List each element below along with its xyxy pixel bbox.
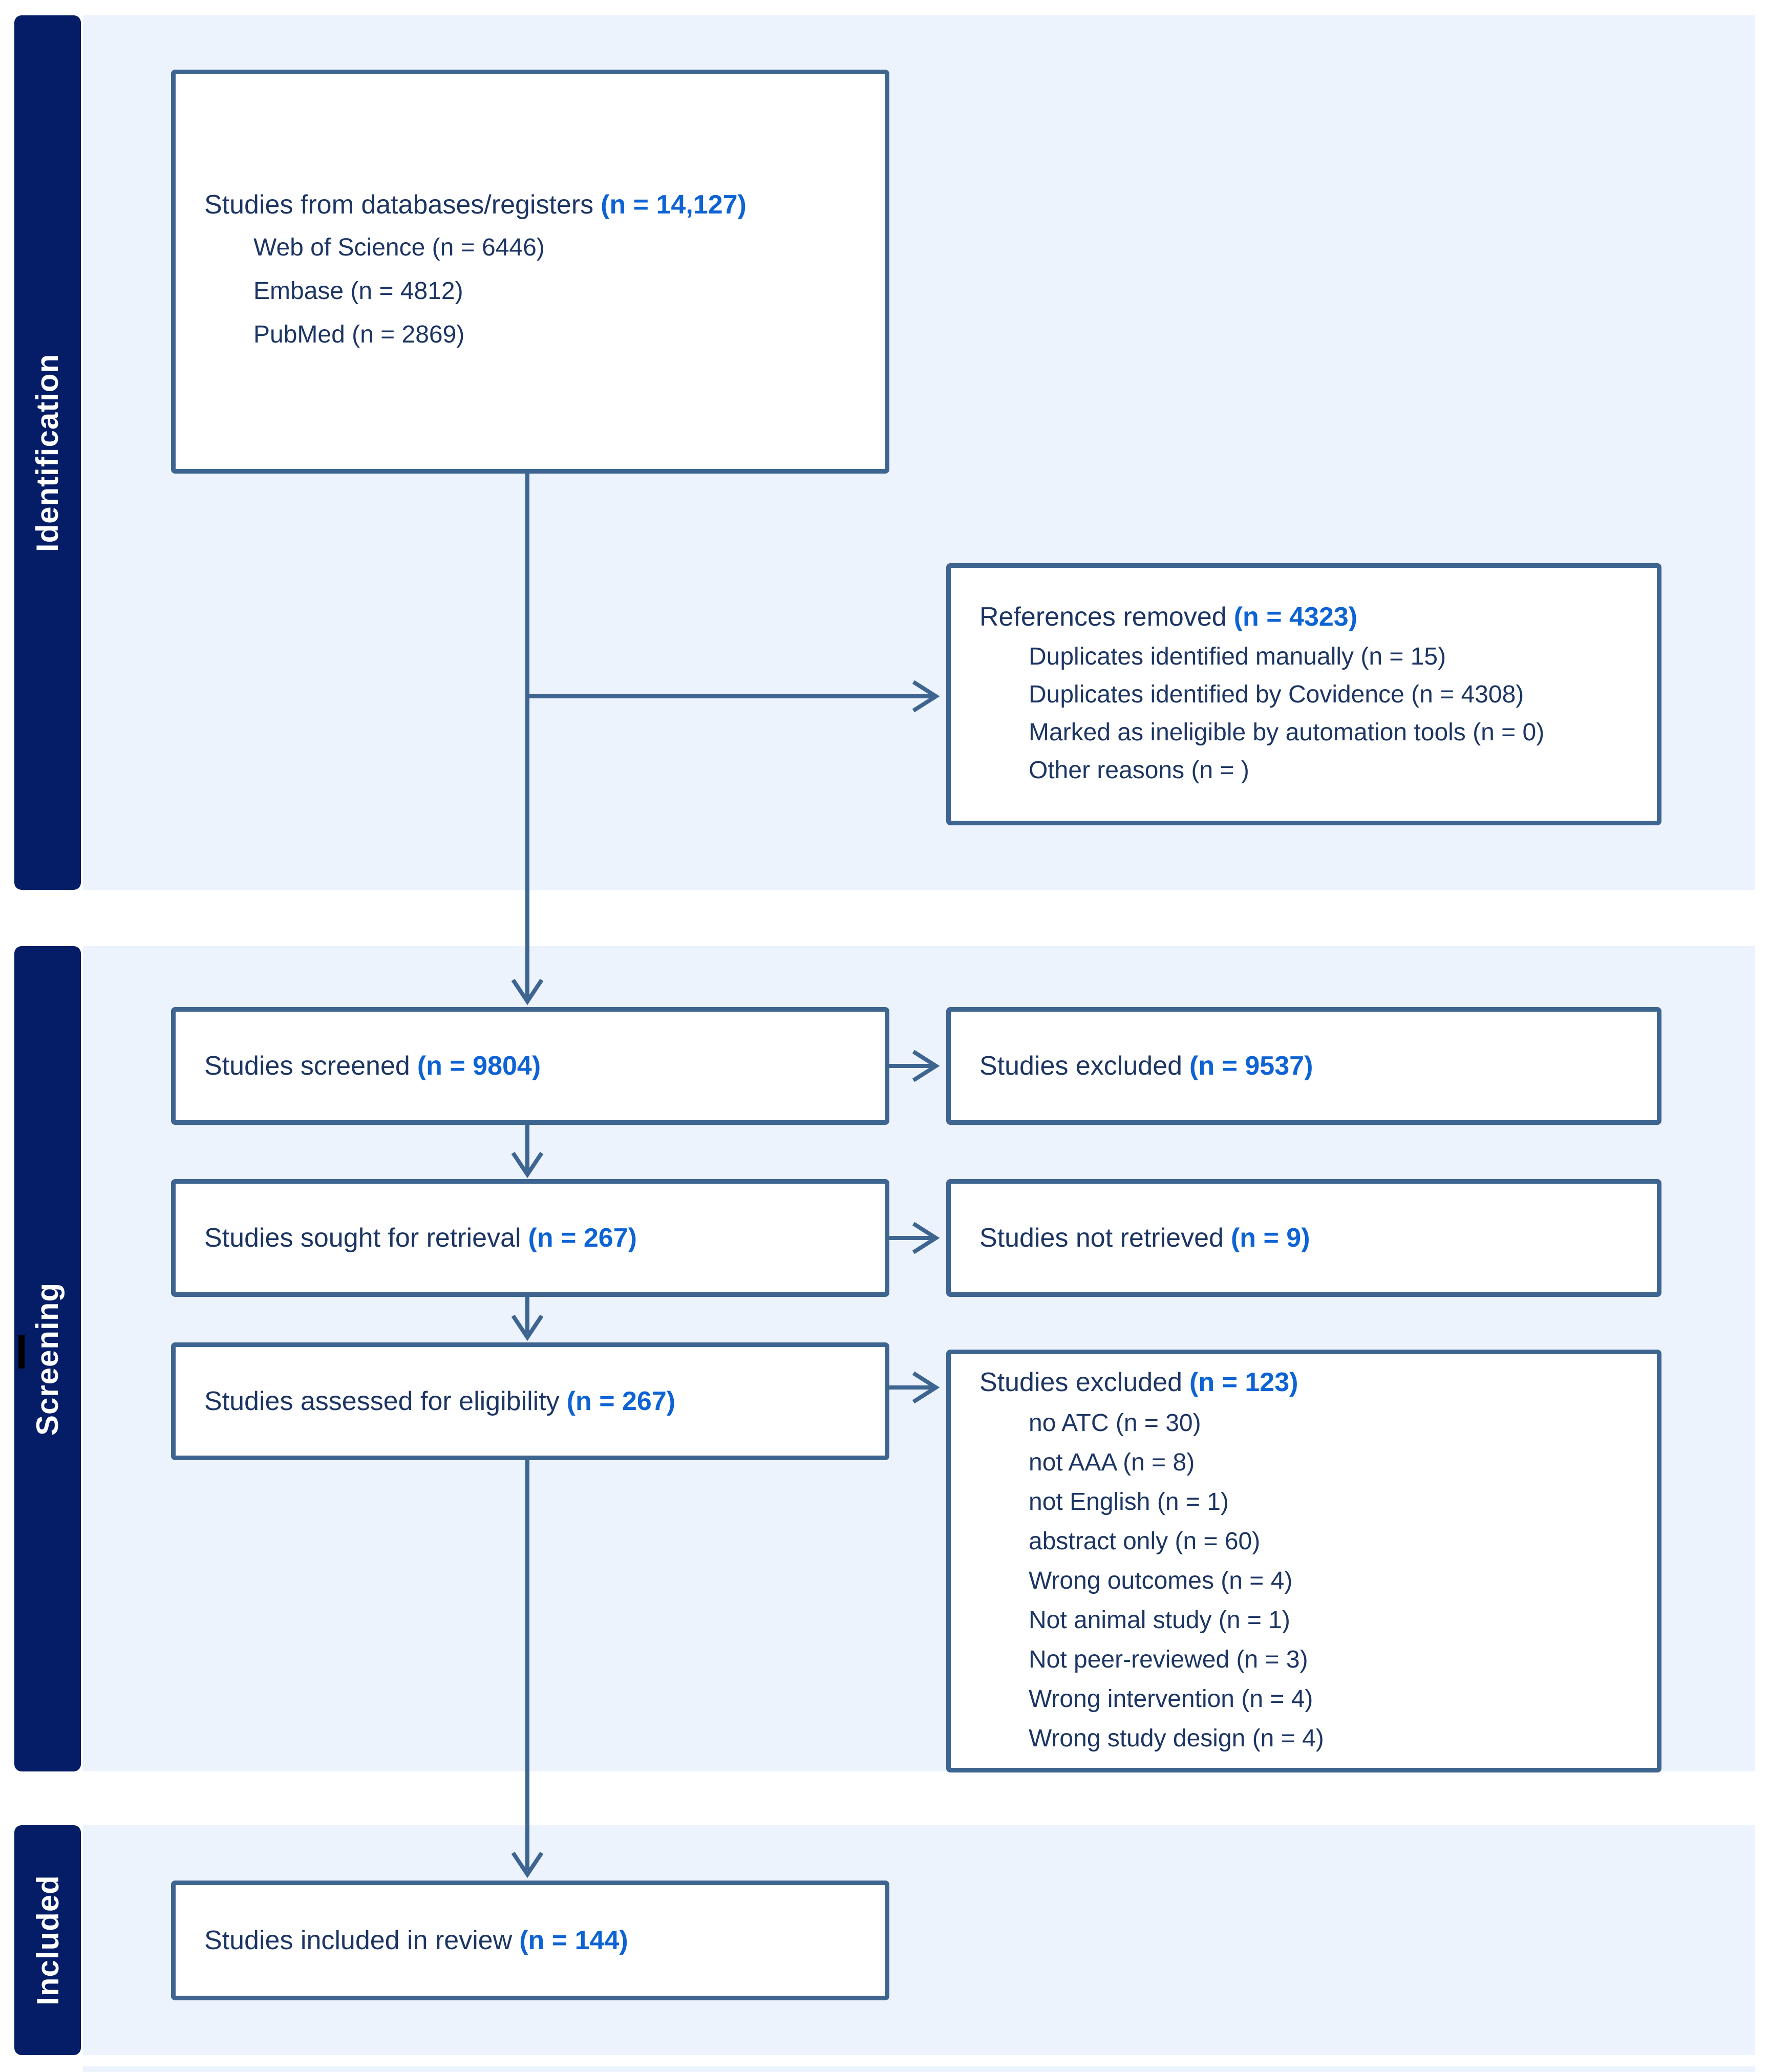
stray-mark — [18, 1335, 25, 1369]
box-title-text: Studies assessed for eligibility — [204, 1386, 560, 1416]
list-item: Marked as ineligible by automation tools (n = 0) — [1029, 719, 1545, 746]
box-title-text: Studies excluded — [979, 1367, 1183, 1397]
list-item: abstract only (n = 60) — [1029, 1527, 1261, 1555]
bottom-cropped-band — [83, 2066, 1755, 2072]
box-title — [204, 187, 870, 223]
box-title-text: Studies sought for retrieval — [204, 1223, 521, 1253]
screening-label: Screening — [30, 1282, 65, 1436]
box-count: (n = 123) — [1189, 1367, 1298, 1397]
box-title-text: References removed — [979, 602, 1227, 632]
box-count: (n = 9537) — [1189, 1051, 1313, 1081]
box-title — [204, 1383, 870, 1419]
box-references-removed — [946, 563, 1661, 825]
box-count: (n = 9804) — [417, 1051, 541, 1081]
box-count: (n = 144) — [519, 1926, 628, 1955]
box-studies-included-review — [171, 1881, 889, 2000]
box-title-text: Studies excluded — [979, 1051, 1183, 1081]
box-studies-excluded-eligibility — [946, 1350, 1661, 1772]
list-item: Wrong study design (n = 4) — [1029, 1724, 1324, 1752]
box-title — [204, 1923, 870, 1958]
box-title — [979, 1048, 1643, 1084]
box-count: (n = 267) — [566, 1386, 676, 1416]
list-item: Web of Science (n = 6446) — [253, 234, 545, 261]
box-studies-screened — [171, 1007, 889, 1125]
list-item: no ATC (n = 30) — [1029, 1409, 1201, 1437]
list-item: PubMed (n = 2869) — [253, 321, 465, 348]
box-count: (n = 14,127) — [601, 190, 747, 220]
box-title-text: Studies included in review — [204, 1926, 513, 1955]
box-studies-not-retrieved — [946, 1179, 1661, 1297]
box-title — [979, 599, 1643, 635]
list-item: not AAA (n = 8) — [1029, 1448, 1195, 1476]
box-studies-sought-retrieval — [171, 1179, 889, 1297]
identification-label: Identification — [30, 353, 65, 552]
list-item: Wrong intervention (n = 4) — [1029, 1685, 1313, 1713]
box-title — [204, 1048, 870, 1084]
sidebar-bar-identification — [14, 15, 81, 890]
list-item: Duplicates identified manually (n = 15) — [1029, 643, 1446, 670]
list-item: Not animal study (n = 1) — [1029, 1606, 1290, 1634]
box-title — [979, 1220, 1643, 1256]
box-title — [979, 1364, 1643, 1400]
included-label: Included — [30, 1875, 65, 2005]
list-item: Embase (n = 4812) — [253, 277, 463, 305]
box-count: (n = 9) — [1230, 1223, 1310, 1253]
list-item: not English (n = 1) — [1029, 1488, 1229, 1515]
list-item: Not peer-reviewed (n = 3) — [1029, 1646, 1308, 1673]
list-item: Other reasons (n = ) — [1029, 757, 1249, 784]
list-item: Wrong outcomes (n = 4) — [1029, 1567, 1293, 1594]
box-title-text: Studies screened — [204, 1051, 410, 1081]
box-title-text: Studies from databases/registers — [204, 190, 594, 220]
box-databases-registers — [171, 70, 889, 474]
box-title — [204, 1220, 870, 1256]
sidebar-bar-included — [14, 1825, 81, 2055]
box-title-text: Studies not retrieved — [979, 1223, 1224, 1253]
list-item: Duplicates identified by Covidence (n = 4308) — [1029, 681, 1524, 708]
box-count: (n = 267) — [528, 1223, 637, 1253]
box-studies-excluded-screening — [946, 1007, 1661, 1125]
box-count: (n = 4323) — [1233, 602, 1358, 632]
box-studies-assessed-eligibility — [171, 1342, 889, 1460]
